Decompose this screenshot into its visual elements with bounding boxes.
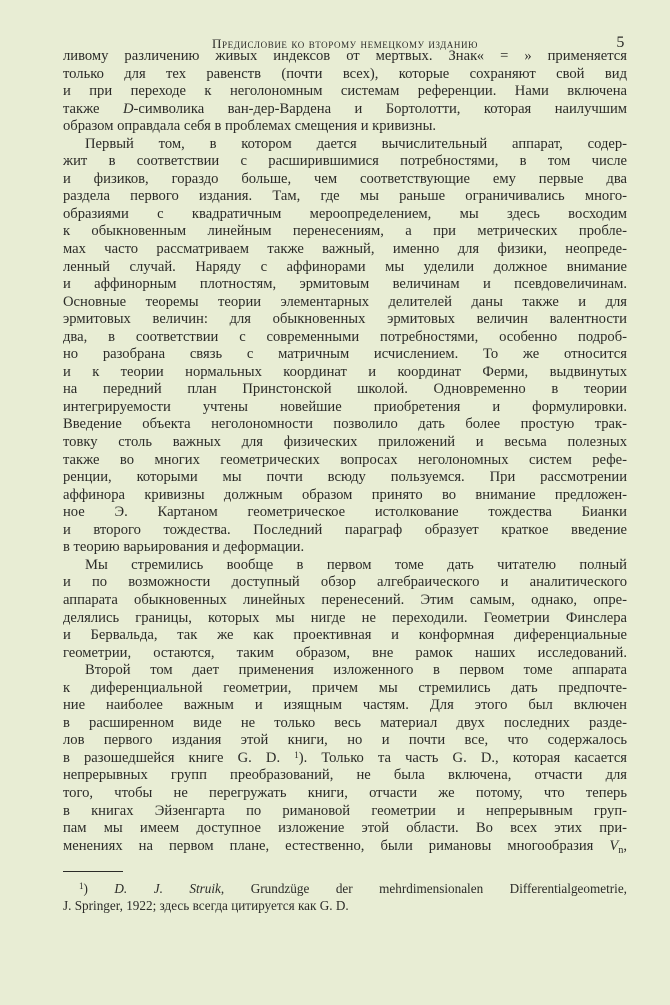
- text-line: Введение объекта неголономности позволило дать более простую трак-: [63, 416, 627, 433]
- text-span: также: [63, 100, 123, 117]
- text-line: два, в соответствии с современными потребностями, особенно подроб-: [63, 328, 627, 345]
- text-line: на передний план Принстонской школой. Одновременно в теории: [63, 381, 627, 398]
- text-line: также во многих геометрических вопросах неголономных систем рефе-: [63, 451, 627, 468]
- text-line: пам мы имеем доступное изложение этой области. Во всех этих при-: [63, 820, 627, 837]
- text-line: ленный случай. Наряду с аффинорами мы уделили должное внимание: [63, 258, 627, 275]
- text-line: интегрируемости учтены новейшие приобретения и формулировки.: [63, 398, 627, 415]
- text-line: лов первого издания этой книги, но и почти все, что содержалось: [63, 732, 627, 749]
- text-line: непрерывных групп преобразований, не была включена, отчасти для: [63, 767, 627, 784]
- text-line: но разобрана связь с матричным исчислением. То же относится: [63, 346, 627, 363]
- subscript: n: [618, 844, 624, 856]
- text-line: ливому различению живых индексов от мертвых. Знак« = » применяется: [63, 48, 627, 64]
- footnote-line: J. Springer, 1922; здесь всегда цитируется как G. D.: [63, 898, 349, 913]
- text-line: аппарата обыкновенных линейных перенесений. Этим самым, однако, опре-: [63, 591, 627, 608]
- text-line: того, чтобы не перегружать книги, отчасти же потому, что теперь: [63, 784, 627, 801]
- footnote-author: D. J. Struik: [114, 881, 221, 896]
- text-line: образом оправдала себя в проблемах смещения и кривизны.: [63, 118, 437, 135]
- text-line: и Бервальда, так же как проективная и конформная диференциальные: [63, 627, 627, 644]
- footnote-marker: 1: [79, 881, 84, 891]
- text-line: и по возможности доступный обзор алгебраического и аналитического: [63, 574, 627, 591]
- text-line: ние наиболее важным и изящным частям. Для этого был включен: [63, 697, 627, 714]
- text-line: в теорию варьирования и деформации.: [63, 539, 305, 556]
- italic-symbol: V: [609, 837, 619, 854]
- text-line: к обыкновенным линейным перенесениям, а при метрических пробле-: [63, 223, 627, 240]
- text-line: [63, 838, 627, 856]
- text-span: в разошедшейся книге G. D.: [63, 749, 295, 766]
- footnote-reference: 1: [294, 749, 299, 760]
- paragraph-start-line: Первый том, в котором дается вычислительный аппарат, содер-: [85, 135, 627, 152]
- text-span: ,: [623, 837, 627, 854]
- running-title: Предисловие ко второму немецкому изданию: [212, 36, 478, 51]
- text-line: аффинора кривизны должным образом принято во внимание предложен-: [63, 486, 627, 503]
- text-line: в книгах Эйзенгарта по римановой геометрии и непрерывным груп-: [63, 802, 627, 819]
- footnote-text: , Grundzüge der mehrdimensionalen Differentialgeometrie,: [220, 881, 627, 896]
- text-span: -символика ван-дер-Вардена и Бортолотти, которая наилучшим: [133, 100, 628, 117]
- paragraph-start-line: Второй том дает применения изложенного в первом томе аппарата: [85, 662, 627, 679]
- text-line: делялись границы, которых мы нигде не переходили. Геометрии Финслера: [63, 609, 627, 626]
- text-line: в расширенном виде не только весь материал двух последних разде-: [63, 714, 627, 731]
- text-line: ное Э. Картаном геометрическое истолкование тождества Бианки: [63, 504, 627, 521]
- text-line: [63, 750, 627, 768]
- text-line: и к теории нормальных координат и координат Ферми, выдвинутых: [63, 363, 627, 380]
- footnote-divider: [63, 871, 123, 872]
- body-text: [63, 48, 627, 855]
- text-line: только для тех равенств (почти всех), которые сохраняют свой вид: [63, 65, 627, 82]
- text-line: жит в соответствии с расширившимися потребностями, в том числе: [63, 153, 627, 170]
- text-line: к диференциальной геометрии, причем мы стремились дать предпочте-: [63, 679, 627, 696]
- text-line: геометрии, остаются, таким образом, вне рамок наших исследований.: [63, 644, 627, 661]
- text-line: раздела первого издания. Там, где мы раньше ограничивались много-: [63, 188, 627, 205]
- text-span: менениях на первом плане, естественно, были римановы многообразия: [63, 837, 610, 854]
- text-line: и аффинорным плотностям, эрмитовым величинам и псевдовеличинам.: [63, 276, 627, 293]
- text-line: [63, 101, 627, 119]
- text-line: мах часто рассматриваем также важный, именно для физики, неопреде-: [63, 241, 627, 258]
- text-line: товку столь важных для физических приложений и весьма полезных: [63, 434, 627, 451]
- text-line: и при переходе к неголономным системам референции. Нами включена: [63, 83, 627, 100]
- text-line: образиями с квадратичным мероопределением, мы здесь восходим: [63, 205, 627, 222]
- italic-symbol: D: [122, 100, 134, 117]
- footnote: [63, 880, 627, 914]
- text-span: ). Только та часть G. D., которая касается: [298, 749, 628, 766]
- text-line: эрмитовых величин: для обыкновенных эрмитовых величин валентности: [63, 311, 627, 328]
- paragraph-start-line: Мы стремились вообще в первом томе дать читателю полный: [85, 556, 627, 573]
- text-line: и физиков, гораздо больше, чем соответствующие ему первые два: [63, 170, 627, 187]
- page-number: 5: [616, 34, 625, 51]
- footnote-line: $^1$) D. J. Struik, Grundzüge der mehrdimensionalen Differentialgeometrie,: [79, 881, 627, 896]
- text-line: Основные теоремы теории элементарных делителей даны также и для: [63, 293, 627, 310]
- text-line: ренции, которыми мы почти всюду пользуемся. При рассмотрении: [63, 469, 627, 486]
- text-line: и второго тождества. Последний параграф образует краткое введение: [63, 521, 627, 538]
